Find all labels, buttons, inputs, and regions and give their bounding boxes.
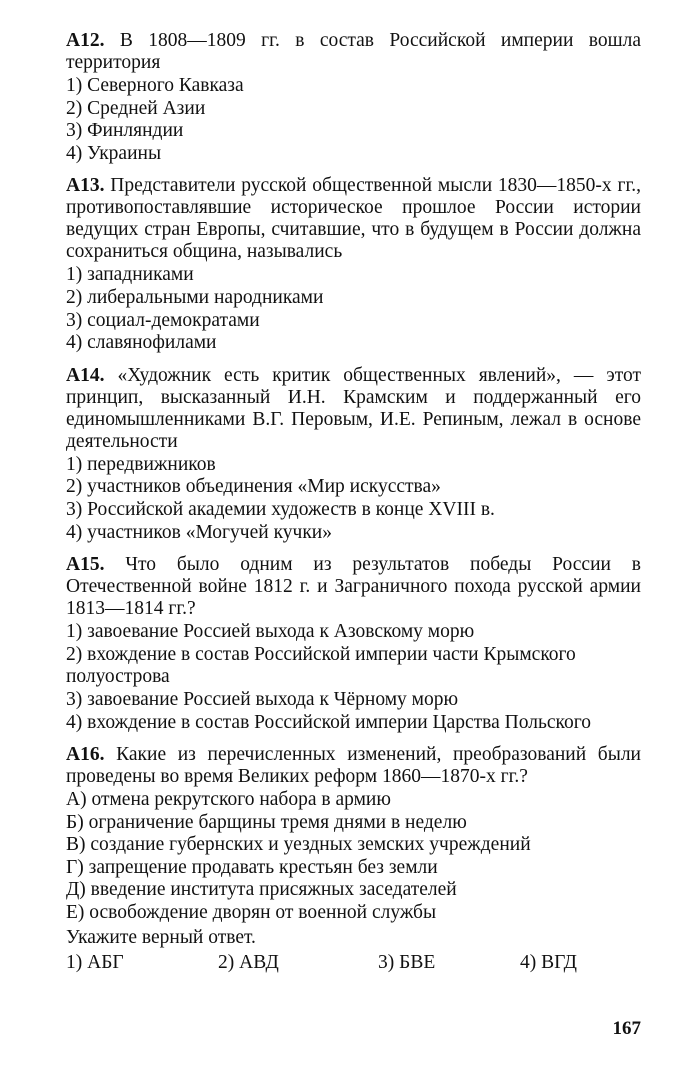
question-stem — [66, 175, 641, 263]
options-list — [66, 789, 641, 925]
answer-choices — [66, 951, 641, 975]
page-number: 167 — [612, 1018, 641, 1039]
question-stem — [66, 365, 641, 453]
options-list — [66, 75, 641, 165]
option: 2) участников объединения «Мир искусства» — [66, 476, 441, 498]
question-text: Какие из перечисленных изменений, преобразований были проведены во время Великих реформ 1860—1870-х гг.? — [66, 744, 641, 788]
option: Е) освобождение дворян от военной службы — [66, 902, 437, 924]
options-list — [66, 454, 641, 544]
question-number: А14. — [66, 364, 105, 386]
option: 2) вхождение в состав Российской империи части Крымского полуострова — [66, 643, 576, 688]
option: 1) завоевание Россией выхода к Азовскому морю — [66, 621, 475, 643]
options-list — [66, 621, 641, 734]
option: 3) социал-демократами — [66, 309, 260, 331]
question-text: В 1808—1809 гг. в состав Российской империи вошла территория — [66, 30, 642, 73]
option: 2) Средней Азии — [66, 97, 206, 119]
answer-choice: 1) АБГ — [66, 951, 124, 973]
option: А) отмена рекрутского набора в армию — [66, 789, 391, 811]
question-number: А16. — [66, 744, 105, 766]
option: 1) Северного Кавказа — [66, 75, 244, 96]
question-stem — [66, 744, 641, 788]
answer-choice: 3) БВЕ — [378, 951, 436, 973]
option: 4) участников «Могучей кучки» — [66, 521, 332, 543]
question-a15 — [66, 554, 641, 734]
option: 1) передвижников — [66, 453, 216, 475]
option: 4) вхождение в состав Российской империи Царства Польского — [66, 711, 592, 733]
option: Д) введение института присяжных заседателей — [66, 879, 457, 901]
option: 3) завоевание Россией выхода к Чёрному морю — [66, 688, 459, 710]
question-a13 — [66, 175, 641, 354]
option: 1) западниками — [66, 264, 194, 286]
question-text: Представители русской общественной мысли 1830—1850-х гг., противопоставлявшие историческое прошлое России истории ведущих стран Европы, считавшие, что в будущем в России должна сохраниться община, назывались — [66, 175, 642, 263]
option: В) создание губернских и уездных земских учреждений — [66, 834, 531, 856]
options-list — [66, 264, 641, 354]
question-text: Что было одним из результатов победы России в Отечественной войне 1812 г. и Заграничного похода русской армии 1813—1814 гг.? — [66, 554, 642, 620]
question-text: «Художник есть критик общественных явлений», — этот принцип, высказанный И.Н. Крамским и поддержанный его единомышленниками В.Г. Перовым, И.Е. Репиным, лежал в основе деятельности — [66, 364, 642, 452]
option: Г) запрещение продавать крестьян без земли — [66, 856, 438, 878]
option: 4) Украины — [66, 142, 162, 164]
answer-choice: 2) АВД — [218, 951, 279, 973]
question-number: А13. — [66, 175, 105, 197]
question-a14 — [66, 365, 641, 544]
question-number: А15. — [66, 554, 105, 576]
question-a12 — [66, 30, 641, 165]
option: 2) либеральными народниками — [66, 286, 324, 308]
option: 3) Финляндии — [66, 120, 184, 142]
option: 4) славянофилами — [66, 332, 217, 354]
answer-choice: 4) ВГД — [520, 951, 577, 973]
question-stem — [66, 554, 641, 620]
question-a16 — [66, 744, 641, 975]
answer-instruction: Укажите верный ответ. — [66, 926, 256, 948]
question-stem — [66, 30, 641, 74]
option: Б) ограничение барщины тремя днями в неделю — [66, 811, 467, 833]
question-number: А12. — [66, 30, 105, 51]
option: 3) Российской академии художеств в конце XVIII в. — [66, 498, 495, 520]
